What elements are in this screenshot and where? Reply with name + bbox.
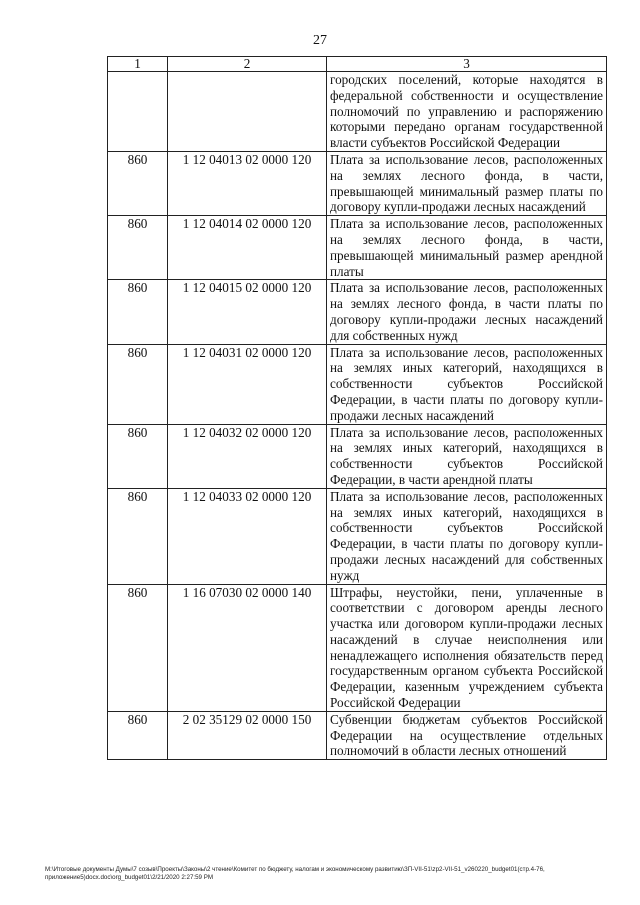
budget-code-cell: 1 16 07030 02 0000 140: [168, 584, 327, 711]
budget-code-cell: 1 12 04032 02 0000 120: [168, 424, 327, 488]
budget-code-cell: 1 12 04014 02 0000 120: [168, 216, 327, 280]
table-row: [108, 216, 607, 280]
description-cell: Плата за использование лесов, расположенных на землях иных категорий, находящихся в собственности субъектов Российской Федерации, в части платы по договору купли-продажи лесных насаждений: [327, 344, 607, 424]
table-header-row: [108, 57, 607, 72]
budget-code-cell: 1 12 04015 02 0000 120: [168, 280, 327, 344]
column-header-2: 2: [168, 57, 327, 72]
table-row: [108, 424, 607, 488]
description-cell: городских поселений, которые находятся в федеральной собственности и осуществление полномочий по управлению и распоряжению которыми передано органам государственной власти субъектов Российской Федерации: [327, 72, 607, 152]
budget-code-cell: 2 02 35129 02 0000 150: [168, 711, 327, 759]
budget-code-cell: 1 12 04033 02 0000 120: [168, 488, 327, 584]
description-cell: Штрафы, неустойки, пени, уплаченные в соответствии с договором аренды лесного участка или договором купли-продажи лесных насаждений в случае неисполнения или ненадлежащего исполнения обязательств перед государственным органом субъекта Российской Федерации, казенным учреждением субъекта Российской Федерации: [327, 584, 607, 711]
description-cell: Плата за использование лесов, расположенных на землях иных категорий, находящихся в собственности субъектов Российской Федерации, в части платы по договору купли-продажи лесных насаждений для собственных нужд: [327, 488, 607, 584]
column-header-3: 3: [327, 57, 607, 72]
admin-code-cell: 860: [108, 216, 168, 280]
table-row: [108, 72, 607, 152]
admin-code-cell: 860: [108, 280, 168, 344]
description-cell: Плата за использование лесов, расположенных на землях лесного фонда, в части, превышающей минимальный размер арендной платы: [327, 216, 607, 280]
admin-code-cell: [108, 72, 168, 152]
table-row: [108, 711, 607, 759]
budget-code-cell: [168, 72, 327, 152]
budget-classification-table: [107, 56, 607, 760]
description-cell: Плата за использование лесов, расположенных на землях лесного фонда, в части, превышающей минимальный размер платы по договору купли-продажи лесных насаждений: [327, 151, 607, 215]
admin-code-cell: 860: [108, 424, 168, 488]
description-cell: Плата за использование лесов, расположенных на землях лесного фонда, в части платы по договору купли-продажи лесных насаждений для собственных нужд: [327, 280, 607, 344]
admin-code-cell: 860: [108, 488, 168, 584]
table-row: [108, 584, 607, 711]
column-header-1: 1: [108, 57, 168, 72]
admin-code-cell: 860: [108, 344, 168, 424]
admin-code-cell: 860: [108, 151, 168, 215]
admin-code-cell: 860: [108, 711, 168, 759]
description-cell: Субвенции бюджетам субъектов Российской Федерации на осуществление отдельных полномочий в области лесных отношений: [327, 711, 607, 759]
budget-code-cell: 1 12 04013 02 0000 120: [168, 151, 327, 215]
table-row: [108, 488, 607, 584]
table-row: [108, 280, 607, 344]
table-row: [108, 151, 607, 215]
budget-code-cell: 1 12 04031 02 0000 120: [168, 344, 327, 424]
admin-code-cell: 860: [108, 584, 168, 711]
description-cell: Плата за использование лесов, расположенных на землях иных категорий, находящихся в собственности субъектов Российской Федерации, в части арендной платы: [327, 424, 607, 488]
page-number: 27: [313, 33, 327, 48]
document-footer-path: M:\Итоговые документы Думы\7 созыв\Проекты\Законы\2 чтение\Комитет по бюджету, налогам и экономическому развитию\ЗП-VII-51\zp2-VII-51_v260220_budget01(стр.4-76, приложение5)docx.doc\org_budget01\2/21/2020 2:27:59 PM: [45, 866, 545, 881]
table-row: [108, 344, 607, 424]
